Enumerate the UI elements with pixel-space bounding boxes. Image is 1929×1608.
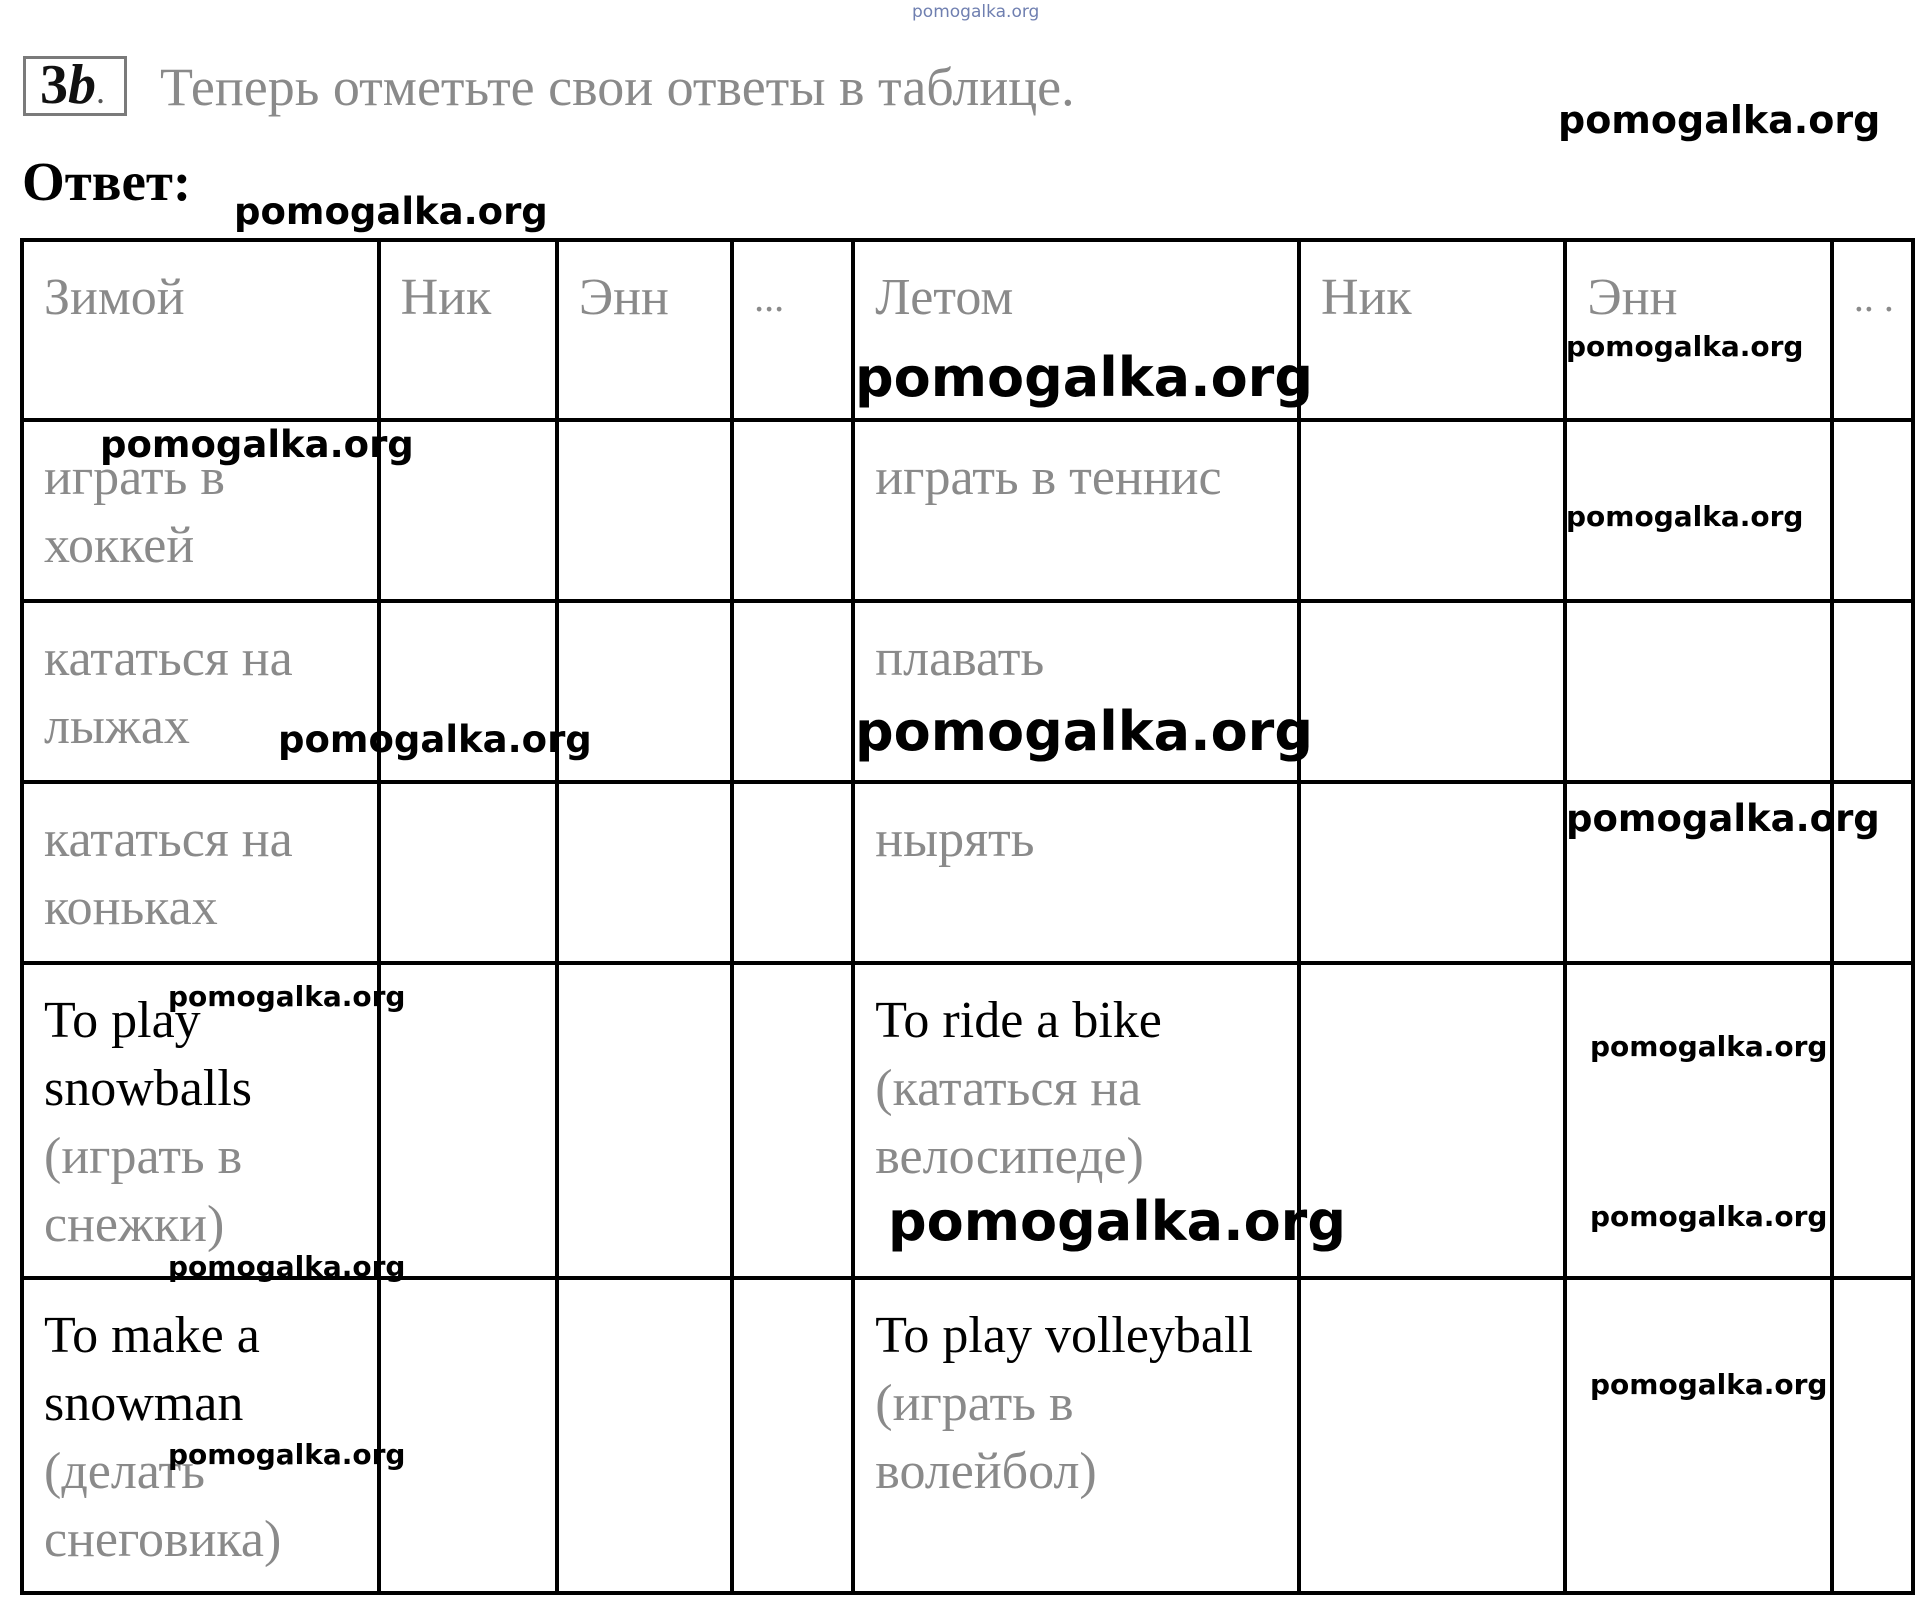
cell-check[interactable] bbox=[732, 782, 853, 963]
cell-winter: кататься на лыжах bbox=[22, 601, 379, 782]
watermark: pomogalka.org bbox=[1590, 1368, 1828, 1401]
task-instruction: Теперь отметьте свои ответы в таблице. bbox=[160, 57, 1075, 117]
watermark: pomogalka.org bbox=[1590, 1030, 1828, 1063]
cell-check[interactable] bbox=[1299, 1278, 1565, 1593]
watermark-top: pomogalka.org bbox=[912, 2, 1040, 22]
task-number-box bbox=[23, 56, 127, 116]
header-winter: Зимой bbox=[22, 240, 379, 420]
header-more-winter: ... bbox=[732, 240, 853, 420]
answer-label: Ответ: bbox=[22, 151, 192, 212]
cell-check[interactable] bbox=[1832, 420, 1913, 601]
cell-check[interactable] bbox=[557, 963, 732, 1278]
cell-summer: нырять bbox=[853, 782, 1299, 963]
cell-summer-ru: (играть в волейбол) bbox=[875, 1375, 1097, 1500]
cell-check[interactable] bbox=[557, 1278, 732, 1593]
cell-winter bbox=[22, 1278, 379, 1593]
cell-check[interactable] bbox=[557, 420, 732, 601]
watermark: pomogalka.org bbox=[168, 980, 406, 1013]
cell-check[interactable] bbox=[732, 1278, 853, 1593]
header-nick-summer: Ник bbox=[1299, 240, 1565, 420]
cell-check[interactable] bbox=[379, 1278, 557, 1593]
cell-check[interactable] bbox=[379, 782, 557, 963]
watermark: pomogalka.org bbox=[1590, 1200, 1828, 1233]
cell-check[interactable] bbox=[1832, 1278, 1913, 1593]
cell-summer: плавать bbox=[853, 601, 1299, 782]
header-more-summer: .. . bbox=[1832, 240, 1913, 420]
cell-summer-en: To play volleyball bbox=[875, 1307, 1253, 1364]
cell-check[interactable] bbox=[732, 420, 853, 601]
cell-summer-en: To ride a bike bbox=[875, 992, 1162, 1049]
cell-summer bbox=[853, 1278, 1299, 1593]
cell-check[interactable] bbox=[732, 963, 853, 1278]
watermark: pomogalka.org bbox=[1558, 98, 1881, 142]
cell-winter-ru: (делать снеговика) bbox=[44, 1443, 282, 1568]
watermark: pomogalka.org bbox=[278, 718, 592, 761]
watermark: pomogalka.org bbox=[168, 1438, 406, 1471]
cell-winter-en: To play snowballs bbox=[44, 992, 252, 1117]
watermark: pomogalka.org bbox=[855, 700, 1313, 763]
cell-winter-ru: (играть в снежки) bbox=[44, 1128, 243, 1253]
watermark: pomogalka.org bbox=[1566, 797, 1880, 840]
header-nick-winter: Ник bbox=[379, 240, 557, 420]
cell-check[interactable] bbox=[1299, 782, 1565, 963]
watermark: pomogalka.org bbox=[1566, 500, 1804, 533]
task-number: 3 bbox=[40, 54, 68, 116]
watermark: pomogalka.org bbox=[234, 190, 548, 233]
cell-winter: кататься на коньках bbox=[22, 782, 379, 963]
watermark: pomogalka.org bbox=[100, 423, 414, 466]
cell-summer: играть в теннис bbox=[853, 420, 1299, 601]
task-letter: b bbox=[68, 54, 96, 116]
cell-check[interactable] bbox=[1832, 601, 1913, 782]
cell-check[interactable] bbox=[1565, 601, 1831, 782]
cell-check[interactable] bbox=[732, 601, 853, 782]
cell-check[interactable] bbox=[1565, 1278, 1831, 1593]
header-summer: Летом bbox=[853, 240, 1299, 420]
cell-check[interactable] bbox=[557, 782, 732, 963]
watermark: pomogalka.org bbox=[855, 346, 1313, 409]
cell-winter: играть в хоккей bbox=[22, 420, 379, 601]
watermark: pomogalka.org bbox=[168, 1250, 406, 1283]
table-row bbox=[22, 1278, 1913, 1593]
header-ann-summer: Энн bbox=[1565, 240, 1831, 420]
cell-winter-en: To make a snowman bbox=[44, 1307, 260, 1432]
task-dot: . bbox=[96, 71, 105, 111]
watermark: pomogalka.org bbox=[888, 1190, 1346, 1253]
cell-summer-ru: (кататься на велосипеде) bbox=[875, 1060, 1144, 1185]
cell-check[interactable] bbox=[1299, 420, 1565, 601]
watermark: pomogalka.org bbox=[1566, 330, 1804, 363]
cell-check[interactable] bbox=[1299, 601, 1565, 782]
header-ann-winter: Энн bbox=[557, 240, 732, 420]
cell-check[interactable] bbox=[1832, 963, 1913, 1278]
